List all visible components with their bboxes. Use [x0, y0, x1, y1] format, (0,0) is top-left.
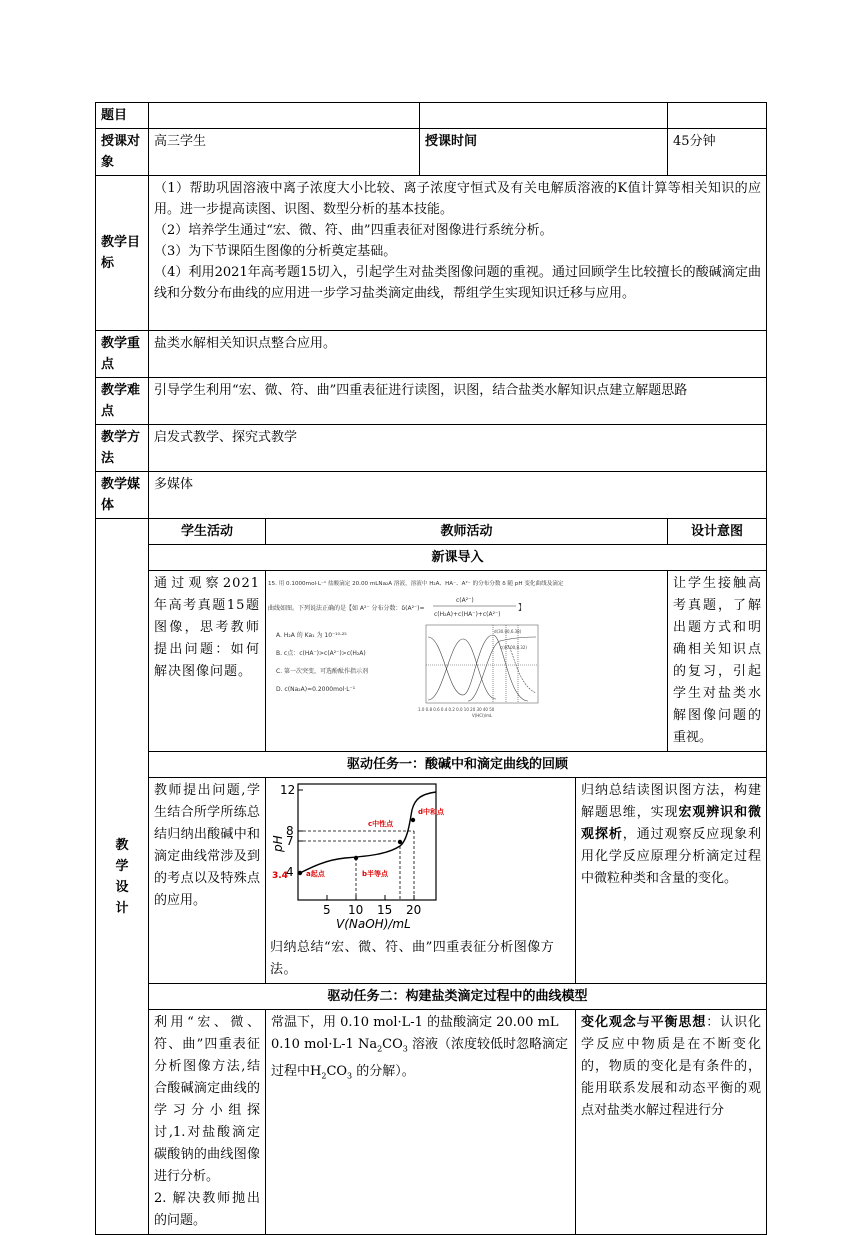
ytick-8: 8 [286, 824, 294, 838]
difficulty-value: 引导学生利用“宏、微、符、曲”四重表征进行读图，识图，结合盐类水解知识点建立解题思路 [149, 378, 767, 425]
section-title-task1: 驱动任务一：酸碱中和滴定曲线的回顾 [149, 752, 767, 778]
ytick-7: 7 [286, 834, 294, 848]
point-d [411, 818, 415, 822]
ytick-12: 12 [280, 783, 296, 797]
header-student: 学生活动 [149, 519, 266, 545]
design-label [96, 519, 149, 1235]
svg-text:d(30.00,6.38): d(30.00,6.38) [494, 629, 522, 634]
label-c: c中性点 [368, 820, 394, 828]
task2-teacher-text: CO [382, 1037, 403, 1052]
task1-student: 教师提出问题,学生结合所学所练总结归纳出酸碱中和滴定曲线常涉及到的考点以及特殊点的应用。 [149, 778, 266, 984]
label-b: b半等点 [362, 870, 389, 878]
task2-teacher-text: 的分解）。 [352, 1063, 415, 1079]
task2-intent-bold: 变化观念与平衡思想 [581, 1015, 707, 1030]
header-teacher: 教师活动 [266, 519, 668, 545]
question-line-1: 15. 用 0.1000mol·L⁻¹ 盐酸滴定 20.00 mLNa₂A 溶液，溶液中 H₂A、HA⁻、A²⁻ 的分布分数 δ 随 pH 变化曲线及滴定 [268, 581, 564, 587]
subscript: 3 [402, 1044, 408, 1054]
choice-b: B. c点：c(HA⁻)>c(A²⁻)>c(H₂A) [276, 650, 366, 657]
svg-text:V(HCl)/mL: V(HCl)/mL [472, 713, 493, 718]
topic-label: 题目 [96, 103, 149, 129]
task2-intent-text: ：认识化学反应中物质是在不断变化的，物质的变化是有条件的，能用联系发展和动态平衡的观点对盐类水解过程进行分 [581, 1015, 762, 1118]
distribution-chart [426, 625, 538, 703]
choice-d: D. c(Na₂A)=0.2000mol·L⁻¹ [276, 686, 356, 693]
time-value: 45分钟 [668, 129, 767, 176]
intro-intent: 让学生接触高考真题，了解出题方式和明确相关知识点的复习，引起学生对盐类水解图像问题的重视。 [668, 571, 767, 752]
task1-teacher: 归纳总结“宏、微、符、曲”四重表征分析图像方法。 [270, 940, 555, 977]
task1-teacher-cell [266, 778, 576, 984]
intro-figure-cell [266, 571, 668, 752]
svg-text:c(40.00,8.32): c(40.00,8.32) [500, 645, 527, 650]
goals-content [149, 176, 767, 331]
y-axis-label: pH [271, 835, 285, 852]
header-intent: 设计意图 [668, 519, 767, 545]
section-title-task2: 驱动任务二：构建盐类滴定过程中的曲线模型 [149, 984, 767, 1010]
label-d: d中和点 [418, 808, 445, 816]
point-b [354, 856, 358, 860]
titration-curve-chart [270, 780, 506, 930]
subscript: 2 [377, 1044, 383, 1054]
choice-c: C. 第一次突变，可选酚酞作指示剂 [276, 668, 369, 675]
subscript: 3 [347, 1071, 353, 1081]
media-value: 多媒体 [149, 472, 767, 519]
exam-question-figure [268, 575, 636, 719]
media-label: 教学媒体 [96, 472, 149, 519]
svg-text:1.0 0.8 0.6 0.4 0.2 0.0 10 20: 1.0 0.8 0.6 0.4 0.2 0.0 10 20 30 40 50 [418, 707, 495, 712]
goals-label: 教学目标 [96, 176, 149, 331]
task2-student-1: 利用“宏、微、符、曲”四重表征分析图像方法,结合酸碱滴定曲线的学习分小组探讨,1.对盐酸滴定碳酸钠的曲线图像进行分析。 [154, 1015, 260, 1184]
xtick-15: 15 [377, 903, 393, 917]
task2-teacher-text: 常温下，用 0.10 mol·L-1 的盐酸滴定 20.00 mL 0.10 mol·L-1 Na [271, 1015, 559, 1052]
label-a: a起点 [306, 870, 325, 878]
goal-item: （3）为下节课陌生图像的分析奠定基础。 [154, 244, 397, 259]
subscript: 2 [321, 1071, 327, 1081]
design-label-text: 教学设计 [115, 837, 129, 916]
goal-item: （1）帮助巩固溶液中离子浓度大小比较、离子浓度守恒式及有关电解质溶液的K值计算等相关知识的应用。进一步提高读图、识图、数型分析的基本技能。 [154, 181, 762, 217]
xtick-20: 20 [406, 903, 422, 917]
task1-intent-text-2: ，通过观察反应现象利用化学反应原理分析滴定过程中微粒种类和含量的变化。 [581, 827, 762, 886]
ytick-4: 4 [286, 865, 294, 879]
titration-curve [300, 792, 436, 873]
audience-label: 授课对象 [96, 129, 149, 176]
xtick-10: 10 [348, 903, 364, 917]
topic-value [149, 103, 420, 129]
task2-teacher [266, 1010, 576, 1235]
intro-student: 通过观察2021年高考真题15题图像，思考教师提出问题：如何解决图像问题。 [149, 571, 266, 752]
time-label: 授课时间 [420, 129, 668, 176]
task2-teacher-text: CO [326, 1063, 348, 1079]
x-axis-label: V(NaOH)/mL [336, 917, 411, 930]
lesson-plan-table [95, 102, 767, 1235]
task1-intent-bold: 宏观辨识和微观探析 [581, 805, 762, 842]
focus-label: 教学重点 [96, 331, 149, 378]
point-c [398, 840, 402, 844]
task2-student [149, 1010, 266, 1235]
section-title-intro: 新课导入 [149, 545, 767, 571]
question-line-2: 曲线如图。下列说法正确的是【如 A²⁻ 分布分数：δ(A²⁻)= [268, 605, 425, 612]
audience-value: 高三学生 [149, 129, 420, 176]
svg-text:】: 】 [518, 603, 526, 612]
method-label: 教学方法 [96, 425, 149, 472]
xtick-5: 5 [323, 903, 331, 917]
method-value: 启发式教学、探究式教学 [149, 425, 767, 472]
label-34: 3.4 [272, 871, 288, 881]
task1-intent [576, 778, 767, 984]
fraction-numerator: c(A²⁻) [456, 597, 474, 604]
task1-intent-text-1: 归纳总结读图识图方法，构建解题思维，实现 [581, 783, 762, 820]
task2-teacher-text: 溶液（浓度较低时忽略滴定过程中H [271, 1037, 569, 1079]
difficulty-label: 教学难点 [96, 378, 149, 425]
task2-intent [576, 1010, 767, 1235]
task2-student-2: 2. 解决教师抛出的问题。 [154, 1191, 260, 1228]
choice-a: A. H₂A 的 Ka₁ 为 10⁻¹⁰·²⁵ [276, 632, 347, 639]
focus-value: 盐类水解相关知识点整合应用。 [149, 331, 767, 378]
point-a [298, 871, 302, 875]
goal-item: （2）培养学生通过“宏、微、符、曲”四重表征对图像进行系统分析。 [154, 223, 553, 238]
fraction-denominator: c(H₂A)+c(HA⁻)+c(A²⁻) [434, 611, 501, 618]
goal-item: （4）利用2021年高考题15切入，引起学生对盐类图像问题的重视。通过回顾学生比较擅长的酸碱滴定曲线和分数分布曲线的应用进一步学习盐类滴定曲线，帮组学生实现知识迁移与应用。 [154, 265, 762, 301]
